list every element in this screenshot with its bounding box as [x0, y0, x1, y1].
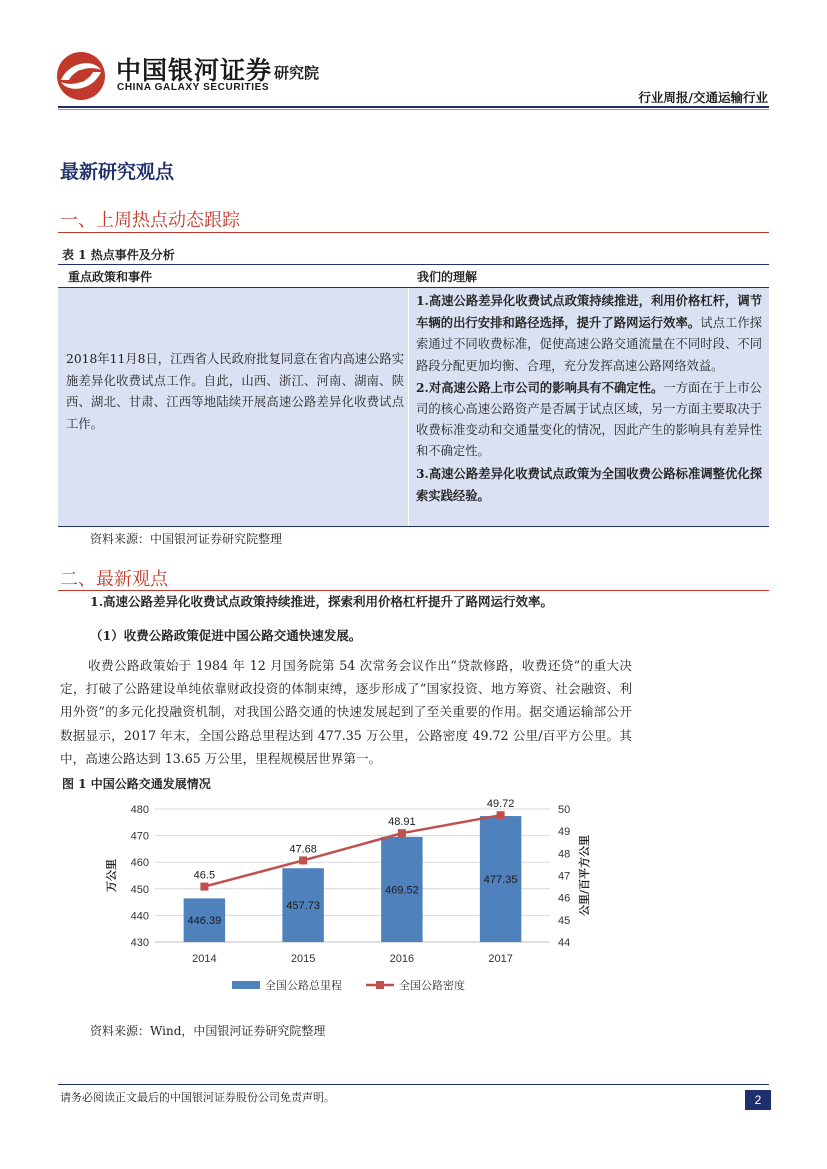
section-1-title: 一、上周热点动态跟踪 [60, 210, 240, 231]
bar-value-label: 457.73 [286, 900, 320, 913]
y2-tick-label: 50 [558, 804, 571, 816]
density-value-label: 48.91 [388, 816, 416, 829]
y-axis-title: 万公里 [105, 859, 118, 892]
y-tick-label: 460 [130, 857, 149, 870]
section-2-title: 二、最新观点 [60, 569, 168, 590]
analysis-point-2-text: 一方面在于上市公司的核心高速公路资产是否属于试点区域，另一方面主要取决于收费标准变动和交通量变化的情况，因此产生的影响具有差异性和不确定性。 [416, 380, 762, 459]
table-cell-analysis [416, 290, 762, 507]
y2-tick-label: 49 [558, 826, 571, 839]
y-tick-label: 470 [130, 830, 149, 843]
y-tick-label: 440 [130, 910, 149, 923]
brand-institute: 研究院 [274, 64, 320, 82]
bar-value-label: 469.52 [385, 884, 419, 897]
figure-source: 资料来源：Wind，中国银河证券研究院整理 [90, 1024, 326, 1038]
y2-tick-label: 47 [558, 870, 571, 883]
y-tick-label: 450 [130, 883, 149, 896]
table-header-row [58, 265, 769, 288]
viewpoint-1: 1.高速公路差异化收费试点政策持续推进，探索利用价格杠杆提升了路网运行效率。 [90, 594, 554, 609]
table-cell-event: 2018年11月8日，江西省人民政府批复同意在省内高速公路实施差异化收费试点工作。自此，山西、浙江、河南、湖南、陕西、湖北、甘肃、江西等地陆续开展高速公路差异化收费试点工作。 [66, 352, 404, 431]
brand-name-cn: 中国银河证券 [116, 56, 273, 85]
analysis-point-2-bold: 2.对高速公路上市公司的影响具有不确定性。 [416, 379, 664, 395]
x-tick-label: 2014 [192, 953, 217, 965]
y2-tick-label: 44 [558, 937, 571, 949]
density-value-label: 46.5 [193, 869, 216, 882]
analysis-point-1-bold: 1.高速公路差异化收费试点政策持续推进，利用价格杠杆，调节车辆的出行安排和路径选择，提升了路网运行效率。 [416, 293, 762, 331]
galaxy-logo-icon [55, 50, 107, 102]
header-rule [58, 106, 769, 108]
density-point [299, 856, 307, 864]
y2-tick-label: 48 [558, 848, 571, 861]
density-value-label: 47.68 [289, 843, 317, 856]
table-header-col2: 我们的理解 [417, 270, 478, 284]
table-source: 资料来源：中国银河证券研究院整理 [90, 532, 283, 546]
footer-disclaimer: 请务必阅读正文最后的中国银河证券股份公司免责声明。 [60, 1091, 335, 1104]
table-bottom-rule [58, 526, 769, 527]
y2-axis-title: 公里/百平方公里 [578, 834, 591, 917]
body-paragraph: 收费公路政策始于 1984 年 12 月国务院第 54 次常务会议作出“贷款修路，收费还贷”的重大决定，打破了公路建设单纯依靠财政投资的体制束缚，逐步形成了“国家投资、地方筹资、社会融资、利用外资”的多元化投融资机制，对我国公路交通的快速发展起到了至关重要的作用。据交通运输部公开数据显示，2017 年末，全国公路总里程达到 477.35 万公里，公路密度 49.72 公里/百平方公里。其中，高速公路达到 13.65 万公里，里程规模居世界第一。 [60, 658, 632, 766]
y2-tick-label: 45 [558, 914, 571, 927]
legend-bar-swatch [232, 981, 260, 989]
density-value-label: 49.72 [486, 798, 515, 811]
y-tick-label: 430 [130, 937, 149, 949]
density-line [204, 815, 500, 886]
section-2-rule [58, 590, 769, 591]
x-tick-label: 2015 [290, 953, 316, 965]
footer-rule [58, 1084, 769, 1085]
y-tick-label: 480 [130, 804, 149, 816]
bar-value-label: 446.39 [187, 915, 222, 928]
brand-name-en: CHINA GALAXY SECURITIES [117, 82, 270, 93]
page-number: 2 [745, 1090, 771, 1110]
highway-chart [60, 798, 620, 1008]
density-point [497, 811, 505, 819]
y2-tick-label: 46 [558, 892, 571, 905]
table-header-col1: 重点政策和事件 [68, 270, 153, 284]
table-column-divider [408, 288, 409, 526]
section-1-rule [58, 232, 769, 233]
report-type: 行业周报/交通运输行业 [638, 90, 768, 105]
page-title: 最新研究观点 [60, 161, 175, 183]
figure-caption: 图 1 中国公路交通发展情况 [62, 777, 211, 791]
viewpoint-1-sub: （1）收费公路政策促进中国公路交通快速发展。 [90, 628, 362, 643]
x-tick-label: 2017 [488, 953, 513, 965]
legend-line-label: 全国公路密度 [399, 979, 465, 992]
legend-line-marker [376, 981, 384, 989]
analysis-point-1-text: 试点工作探索通过不同收费标准，促使高速公路交通流量在不同时段、不同路段分配更加均衡、合理，充分发挥高速公路网络效益。 [416, 316, 762, 373]
header-rule-thin [58, 109, 769, 110]
bar-value-label: 477.35 [483, 874, 518, 887]
density-point [200, 883, 208, 891]
x-tick-label: 2016 [389, 953, 415, 965]
table-caption: 表 1 热点事件及分析 [62, 248, 175, 262]
legend-bar-label: 全国公路总里程 [265, 979, 342, 992]
density-point [398, 829, 406, 837]
analysis-point-3-bold: 3.高速公路差异化收费试点政策为全国收费公路标准调整优化探索实践经验。 [416, 465, 762, 503]
